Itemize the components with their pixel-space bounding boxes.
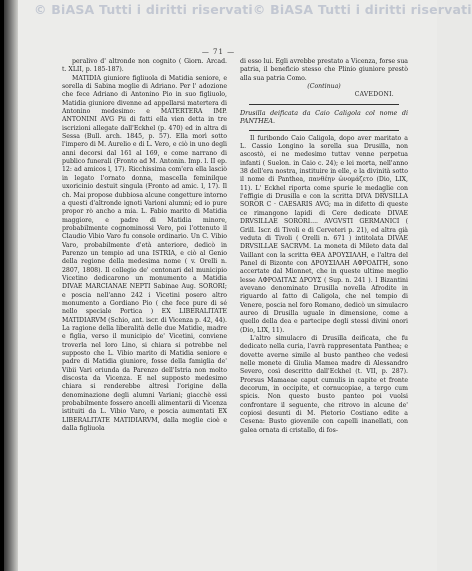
author-signature: CAVEDONI. xyxy=(354,91,394,99)
continua-note: (Continua) xyxy=(307,83,341,91)
left-paragraph-1: peralivo d' altronde non cognito ( Giorn. Arcad. t. XLII, p. 185-187). xyxy=(62,58,227,74)
page-number: — 71 — xyxy=(201,48,236,56)
right-body-2: L'altro simulacro di Drusilla deificata, che fu dedicato nella curia, l'avrà rappresentata Panthea; e dovette averne simile al busto pantheo che vedesi nelle monete di Giulia Mamea madre di Alessandro Severo, così descritto dall'Eckhel (t. VII, p. 287). Prorsus Mamaeae caput cumulis in capite et fronte decorum, in occipite, et cornucopiae, a tergo cum spicis. Non questo busto panteo poi vuolsi confrontare il seguente, che ritrovo in alcune de' copiosi desunti di M. Pietorio Costiano edite a Cesena: Busto giovenile con capelli inanellati, con galea ornata di cristallo, di fos- xyxy=(240,334,408,434)
section-divider xyxy=(249,104,399,105)
watermark-left: © BiASA Tutti i diritti riservati xyxy=(34,2,253,17)
right-column xyxy=(240,58,408,435)
watermark-right: © BiASA Tutti i diritti riservati xyxy=(252,2,472,17)
right-intro: di esso lui. Egli avrebbe prestato a Vicenza, forse sua patria, il beneficio stesso che Plinio giuniore prestò alla sua patria Como. xyxy=(240,58,408,82)
section-divider-2 xyxy=(249,130,399,131)
left-column xyxy=(62,58,227,433)
right-body-1: Il furibondo Caio Caligola, dopo aver maritato a L. Cassio Longino la sorella sua Drusilla, non ascostò, ei ne medesimo tuttav venne perpetua infanti ( Suelon. in Caio c. 24); e lei morta, nell'anno 38 dell'era nostra, instituire in elle, e la divinità sotto il nome di Panthea, πανθέην ὠνομάζετο (Dio, LIX, 11). L' Eckhel riporta come spurie le medaglie con l'effigie di Drusilla e con la scritta DIVA DRVSILLA SOROR C · CAESARIS AVG; ma in difetto di queste ce rimangono lapidi di Cere dedicate DIVAE DRVSILLAE SORORI.... AVGVSTI GERMANICI ( Grill. Iscr. di Tivoli e di Cerveteri p. 21), ed altra già veduta di Tivoli ( Orelli n. 671 ) intitolata DIVAE DRVSILLAE SACRVM. La moneta di Mileto data dal Vaillant con la scritta ΘΕΑ ΔΡΟΥΣΙΛΛΗ, e l'altra del Panel di Bizonte con ΔΡΟΥΣΙΛΛΗ ΑΦΡΟΔΙΤΗ, sono accertate dal Mionnet, che in queste ultime meglio lesse ΑΦΡΟΔΙΤΑΣ ΔΡΟΥΣ ( Sup. n. 241 ). I Bizantini avevano denominato Drusilla novella Afrodite in riguardo al fatto di Caligola, che nel tempio di Venere, poscia nel foro Romano, dedicò un simulacro aureo di Drusilla uguale in dimensione, come a quello della dea e partecipe degli stessi divini onori (Dio, LIX, 11). xyxy=(240,134,408,334)
left-paragraph-2: MATIDIA giuniore figliuola di Matidia seniore, e sorella di Sabina moglie di Adriano. Per l' adozione che fece Adriano di Antonino Pio in suo figliuolo, Matidia giuniore divenne ad appellarsi matertera di Antonino medesimo: e MATERTERA IMP. ANTONINI AVG Pii di fatti ella vien detta in tre iscrizioni allegate dall'Eckhel (p. 470) ed in altra di Sessa (Bull. arch. 1845, p. 57). Ella morì sotto l'impero di M. Aurelio e di L. Vero, e ciò in uno degli anni decorsi dal 161 al 169, e come narrano di publico funerali (Fronto ad M. Antonin. Imp. l. II ep. 12: ad amicos l, 17). Ricchissima com'era ella lasciò in legato l'ornato donna, mascella feminilque uxoricinio destuit singula (Fronto ad amic. l, 17). Il ch. Mai propose dubbiosa alcune congetture intorno a questi d'altronde ignoti Varioni alumni; ed io pure propor rò ancho a mia. L. Fabio marito di Matidia maggiore, e padre di Matidia minore, probabilmente cognominossi Vero, poi l'ottenuto il Claudio Vibio Varo fu console ordinario. Un C. Vibio Varo, probabilmente d'età anteriore, dedicò in Parenzo un tempio ad una ISTRIA, e ciò al Genio della regione della medesima nome ( v. Orelli n. 2807, 1808). Il collegio de' centonari del municipio Vicetino dedicarono un monumento a Matidia DIVAE MARCIANAE NEPTI Sabinae Aug. SORORI; e poscia nell'anno 242 i Vicetini posero altro monumento a Gordiano Pio ( che fece pure di sé nello speciale Portica ) EX LIBERALITATE MATIDIARVM (Schio, ant. iscr. di Vicenza p. 42, 44). La ragione della liberalità delle due Matidie, madre e figlia, verso il municipio de' Vicetini, conviene troverla nel loro Lino, si chiara si potrebbe nel supposto che L. Vibio marito di Matidia seniore e padre di Matidia giuniore, fosse della famiglia de' Vibii Vari oriunda da Parenzo dell'Istria non molto discosta da Vicenza. E nel supposto medesimo chiara si renderebbe altresì l'origine della denominazione degli alumni Variani; giacchè essi probabilmente fossero ancelli alimentarii di Vicenza istituiti da L. Vibio Varo, e poscia aumentati EX LIBERALITATE MATIDIARVM, dalla moglie cioè e dalla figliuola xyxy=(62,74,228,433)
article-heading: Drusilla deificata da Caio Caligola col nome di PANTHEA. xyxy=(240,108,408,126)
watermark xyxy=(0,2,472,17)
book-spine xyxy=(0,0,4,571)
